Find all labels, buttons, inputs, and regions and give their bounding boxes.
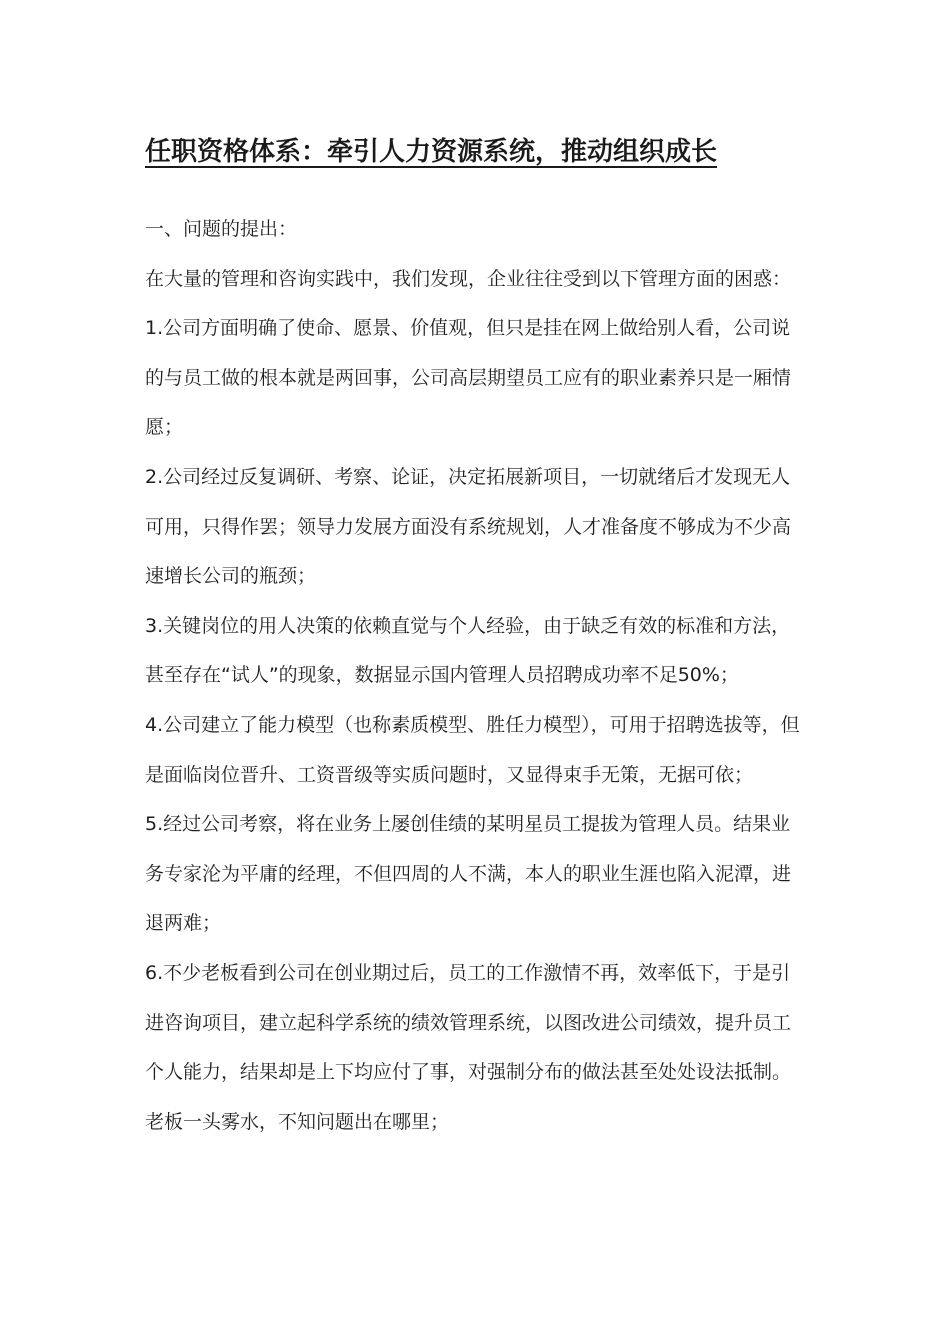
section-heading-problem: 一、问题的提出： bbox=[145, 218, 298, 240]
intro-paragraph: 在大量的管理和咨询实践中，我们发现，企业往往受到以下管理方面的困惑： bbox=[145, 267, 792, 290]
document-body bbox=[145, 205, 805, 1147]
list-item-3: 3.关键岗位的用人决策的依赖直觉与个人经验，由于缺乏有效的标准和方法，甚至存在“试人”的现象，数据显示国内管理人员招聘成功率不足50%； bbox=[145, 614, 791, 687]
document-title: 任职资格体系：牵引人力资源系统，推动组织成长 bbox=[145, 137, 718, 167]
list-item-5: 5.经过公司考察，将在业务上屡创佳绩的某明星员工提拔为管理人员。结果业务专家沦为平庸的经理，不但四周的人不满，本人的职业生涯也陷入泥潭，进退两难； bbox=[145, 813, 792, 935]
list-item-6: 6.不少老板看到公司在创业期过后，员工的工作激情不再，效率低下，于是引进咨询项目，建立起科学系统的绩效管理系统，以图改进公司绩效，提升员工个人能力，结果却是上下均应付了事，对强制分布的做法甚至处处设法抵制。老板一头雾水，不知问题出在哪里； bbox=[145, 961, 792, 1133]
list-item-2: 2.公司经过反复调研、考察、论证，决定拓展新项目，一切就绪后才发现无人可用，只得作罢；领导力发展方面没有系统规划，人才准备度不够成为不少高速增长公司的瓶颈； bbox=[145, 465, 792, 588]
list-item-4: 4.公司建立了能力模型（也称素质模型、胜任力模型），可用于招聘选拔等，但是面临岗位晋升、工资晋级等实质问题时，又显得束手无策，无据可依； bbox=[145, 713, 800, 786]
list-item-1: 1.公司方面明确了使命、愿景、价值观，但只是挂在网上做给别人看，公司说的与员工做的根本就是两回事，公司高层期望员工应有的职业素养只是一厢情愿； bbox=[145, 317, 792, 439]
